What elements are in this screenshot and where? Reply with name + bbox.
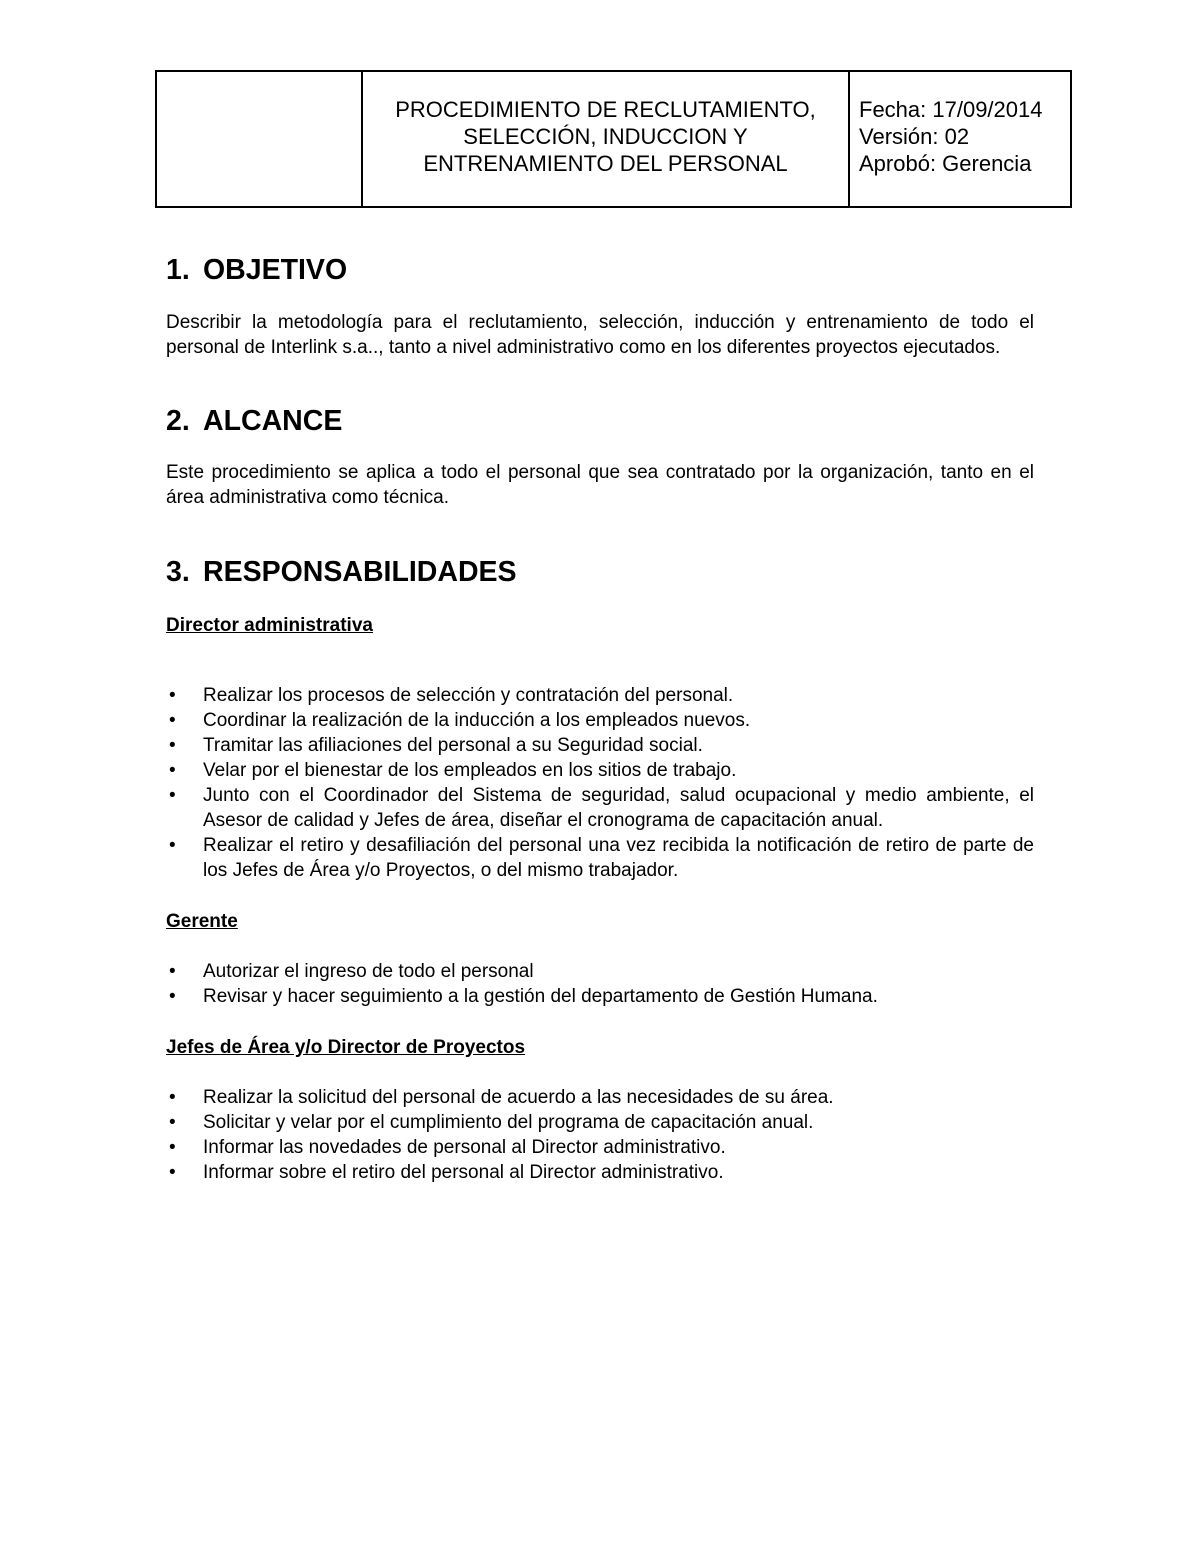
list-item: • Revisar y hacer seguimiento a la gestión del departamento de Gestión Humana. bbox=[169, 986, 878, 1007]
section-title: ALCANCE bbox=[203, 405, 343, 437]
fecha-field: Fecha: 17/09/2014 bbox=[859, 96, 1043, 122]
section-number: 3. bbox=[166, 556, 190, 588]
jefes-list bbox=[166, 1085, 1034, 1185]
section-heading-objetivo bbox=[166, 254, 1034, 286]
list-item: • Informar sobre el retiro del personal al Director administrativo. bbox=[169, 1162, 724, 1183]
bullet-icon: • bbox=[169, 785, 176, 806]
gerente-list bbox=[166, 959, 1034, 1009]
list-item: • Informar las novedades de personal al Director administrativo. bbox=[169, 1137, 726, 1158]
document-meta bbox=[850, 72, 1070, 206]
document-title bbox=[363, 72, 850, 206]
list-item: • Velar por el bienestar de los empleados en los sitios de trabajo. bbox=[169, 760, 737, 781]
title-line: ENTRENAMIENTO DEL PERSONAL bbox=[423, 150, 788, 176]
bullet-icon: • bbox=[169, 1112, 176, 1133]
bullet-icon: • bbox=[169, 710, 176, 731]
subheading-jefes: Jefes de Área y/o Director de Proyectos bbox=[166, 1037, 526, 1058]
bullet-icon: • bbox=[169, 986, 176, 1007]
section-number: 1. bbox=[166, 254, 190, 286]
bullet-icon: • bbox=[169, 835, 176, 856]
header-table bbox=[155, 70, 1072, 208]
section-title: RESPONSABILIDADES bbox=[203, 556, 517, 588]
list-item: • Solicitar y velar por el cumplimiento del programa de capacitación anual. bbox=[169, 1112, 814, 1133]
list-item: • Junto con el Coordinador del Sistema de seguridad, salud ocupacional y medio ambiente, el Asesor de calidad y Jefes de área, diseñar el cronograma de capacitación anual. bbox=[169, 785, 1034, 831]
bullet-icon: • bbox=[169, 961, 176, 982]
bullet-icon: • bbox=[169, 760, 176, 781]
list-item: • Coordinar la realización de la inducción a los empleados nuevos. bbox=[169, 710, 751, 731]
bullet-icon: • bbox=[169, 1087, 176, 1108]
subheading-director: Director administrativa bbox=[166, 615, 373, 636]
list-item: • Autorizar el ingreso de todo el personal bbox=[169, 961, 534, 982]
bullet-icon: • bbox=[169, 1162, 176, 1183]
director-list bbox=[166, 683, 1034, 883]
list-item: • Realizar el retiro y desafiliación del personal una vez recibida la notificación de retiro de parte de los Jefes de Área y/o Proyectos, o del mismo trabajador. bbox=[169, 835, 1034, 881]
title-line: PROCEDIMIENTO DE RECLUTAMIENTO, bbox=[395, 96, 816, 122]
list-item: • Realizar la solicitud del personal de acuerdo a las necesidades de su área. bbox=[169, 1087, 834, 1108]
list-item: • Realizar los procesos de selección y contratación del personal. bbox=[169, 685, 734, 706]
aprobo-field: Aprobó: Gerencia bbox=[859, 150, 1032, 176]
subheading-gerente: Gerente bbox=[166, 911, 238, 932]
logo-cell bbox=[157, 72, 363, 206]
objetivo-text: Describir la metodología para el reclutamiento, selección, inducción y entrenamiento de todo el personal de Interlink s.a.., tanto a nivel administrativo como en los diferentes proyectos ejecutados. bbox=[166, 312, 1034, 358]
alcance-text: Este procedimiento se aplica a todo el personal que sea contratado por la organización, tanto en el área administrativa como técnica. bbox=[166, 462, 1034, 508]
version-field: Versión: 02 bbox=[859, 123, 970, 149]
section-heading-responsabilidades bbox=[166, 556, 1034, 588]
bullet-icon: • bbox=[169, 685, 176, 706]
document-body bbox=[166, 254, 1034, 1185]
bullet-icon: • bbox=[169, 735, 176, 756]
list-item: • Tramitar las afiliaciones del personal a su Seguridad social. bbox=[169, 735, 703, 756]
section-heading-alcance bbox=[166, 405, 1034, 437]
bullet-icon: • bbox=[169, 1137, 176, 1158]
section-title: OBJETIVO bbox=[203, 254, 348, 286]
section-number: 2. bbox=[166, 405, 190, 437]
title-line: SELECCIÓN, INDUCCION Y bbox=[463, 123, 748, 149]
